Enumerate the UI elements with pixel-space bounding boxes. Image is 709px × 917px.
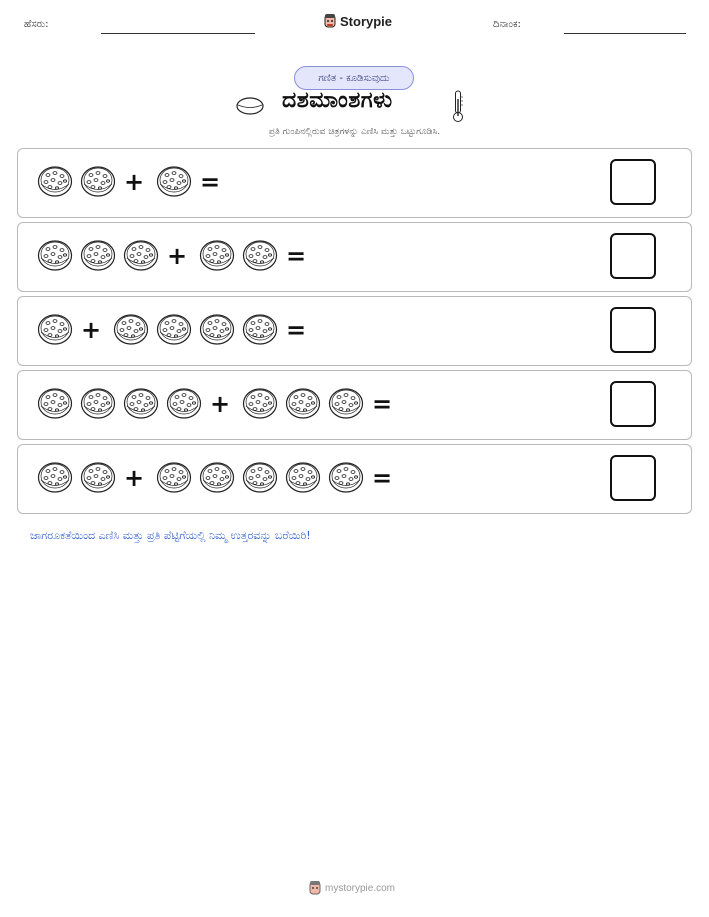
storypie-mascot-icon — [323, 13, 337, 29]
name-input-line[interactable] — [101, 33, 255, 34]
cookie-icon — [37, 164, 73, 202]
name-label: ಹೆಸರು: — [24, 19, 49, 30]
equals-sign: = — [200, 168, 221, 196]
equals-sign: = — [286, 242, 307, 270]
topic-badge — [294, 66, 414, 90]
worksheet-header — [0, 0, 709, 48]
cookie-icon — [123, 238, 159, 276]
answer-box[interactable] — [610, 233, 656, 279]
date-input-line[interactable] — [564, 33, 686, 34]
cookie-icon — [113, 312, 149, 350]
page-title: ದಶಮಾಂಶಗಳು — [282, 88, 393, 113]
cookie-icon — [242, 312, 278, 350]
coin-icon — [235, 94, 265, 116]
cookie-icon — [328, 386, 364, 424]
plus-sign: + — [167, 242, 188, 270]
cookie-icon — [242, 460, 278, 498]
answer-box[interactable] — [610, 159, 656, 205]
topic-badge-label: ಗಣಿತ - ಕೂಡಿಸುವುದು — [318, 72, 390, 84]
date-label: ದಿನಾಂಕ: — [493, 19, 521, 30]
cookie-icon — [199, 238, 235, 276]
footer-brand — [308, 880, 395, 896]
answer-box[interactable] — [610, 307, 656, 353]
cookie-icon — [80, 460, 116, 498]
answer-box[interactable] — [610, 381, 656, 427]
plus-sign: + — [124, 168, 145, 196]
cookie-icon — [285, 460, 321, 498]
equals-sign: = — [286, 316, 307, 344]
storypie-mascot-icon — [308, 880, 322, 896]
cookie-icon — [37, 386, 73, 424]
cookie-icon — [242, 238, 278, 276]
problem-row — [17, 222, 692, 292]
answer-box[interactable] — [610, 455, 656, 501]
footer-instruction: ಜಾಗರೂಕತೆಯಿಂದ ಎಣಿಸಿ ಮತ್ತು ಪ್ರತಿ ಪೆಟ್ಟಿಗೆಯಲ್ಲಿ ನಿಮ್ಮ ಉತ್ತರವನ್ನು ಬರೆಯಿರಿ! — [30, 529, 311, 542]
instruction-text: ಪ್ರತಿ ಗುಂಪಿನಲ್ಲಿರುವ ಚಿತ್ರಗಳನ್ನು ಎಣಿಸಿ ಮತ್ತು ಒಟ್ಟುಗೂಡಿಸಿ. — [268, 127, 441, 137]
cookie-icon — [80, 238, 116, 276]
cookie-icon — [156, 312, 192, 350]
cookie-icon — [166, 386, 202, 424]
cookie-icon — [285, 386, 321, 424]
cookie-icon — [156, 164, 192, 202]
plus-sign: + — [210, 390, 231, 418]
problem-row — [17, 370, 692, 440]
cookie-icon — [37, 460, 73, 498]
cookie-icon — [199, 312, 235, 350]
cookie-icon — [37, 238, 73, 276]
cookie-icon — [242, 386, 278, 424]
problem-row — [17, 444, 692, 514]
problem-row — [17, 296, 692, 366]
cookie-icon — [328, 460, 364, 498]
brand-logo — [323, 13, 392, 29]
cookie-icon — [80, 386, 116, 424]
plus-sign: + — [81, 316, 102, 344]
plus-sign: + — [124, 464, 145, 492]
website-url: mystorypie.com — [325, 882, 396, 894]
problem-row — [17, 148, 692, 218]
equals-sign: = — [372, 464, 393, 492]
cookie-icon — [199, 460, 235, 498]
cookie-icon — [37, 312, 73, 350]
equals-sign: = — [372, 390, 393, 418]
brand-name: Storypie — [340, 13, 393, 29]
cookie-icon — [156, 460, 192, 498]
thermometer-icon — [451, 89, 465, 123]
title-row — [0, 88, 709, 122]
cookie-icon — [80, 164, 116, 202]
cookie-icon — [123, 386, 159, 424]
